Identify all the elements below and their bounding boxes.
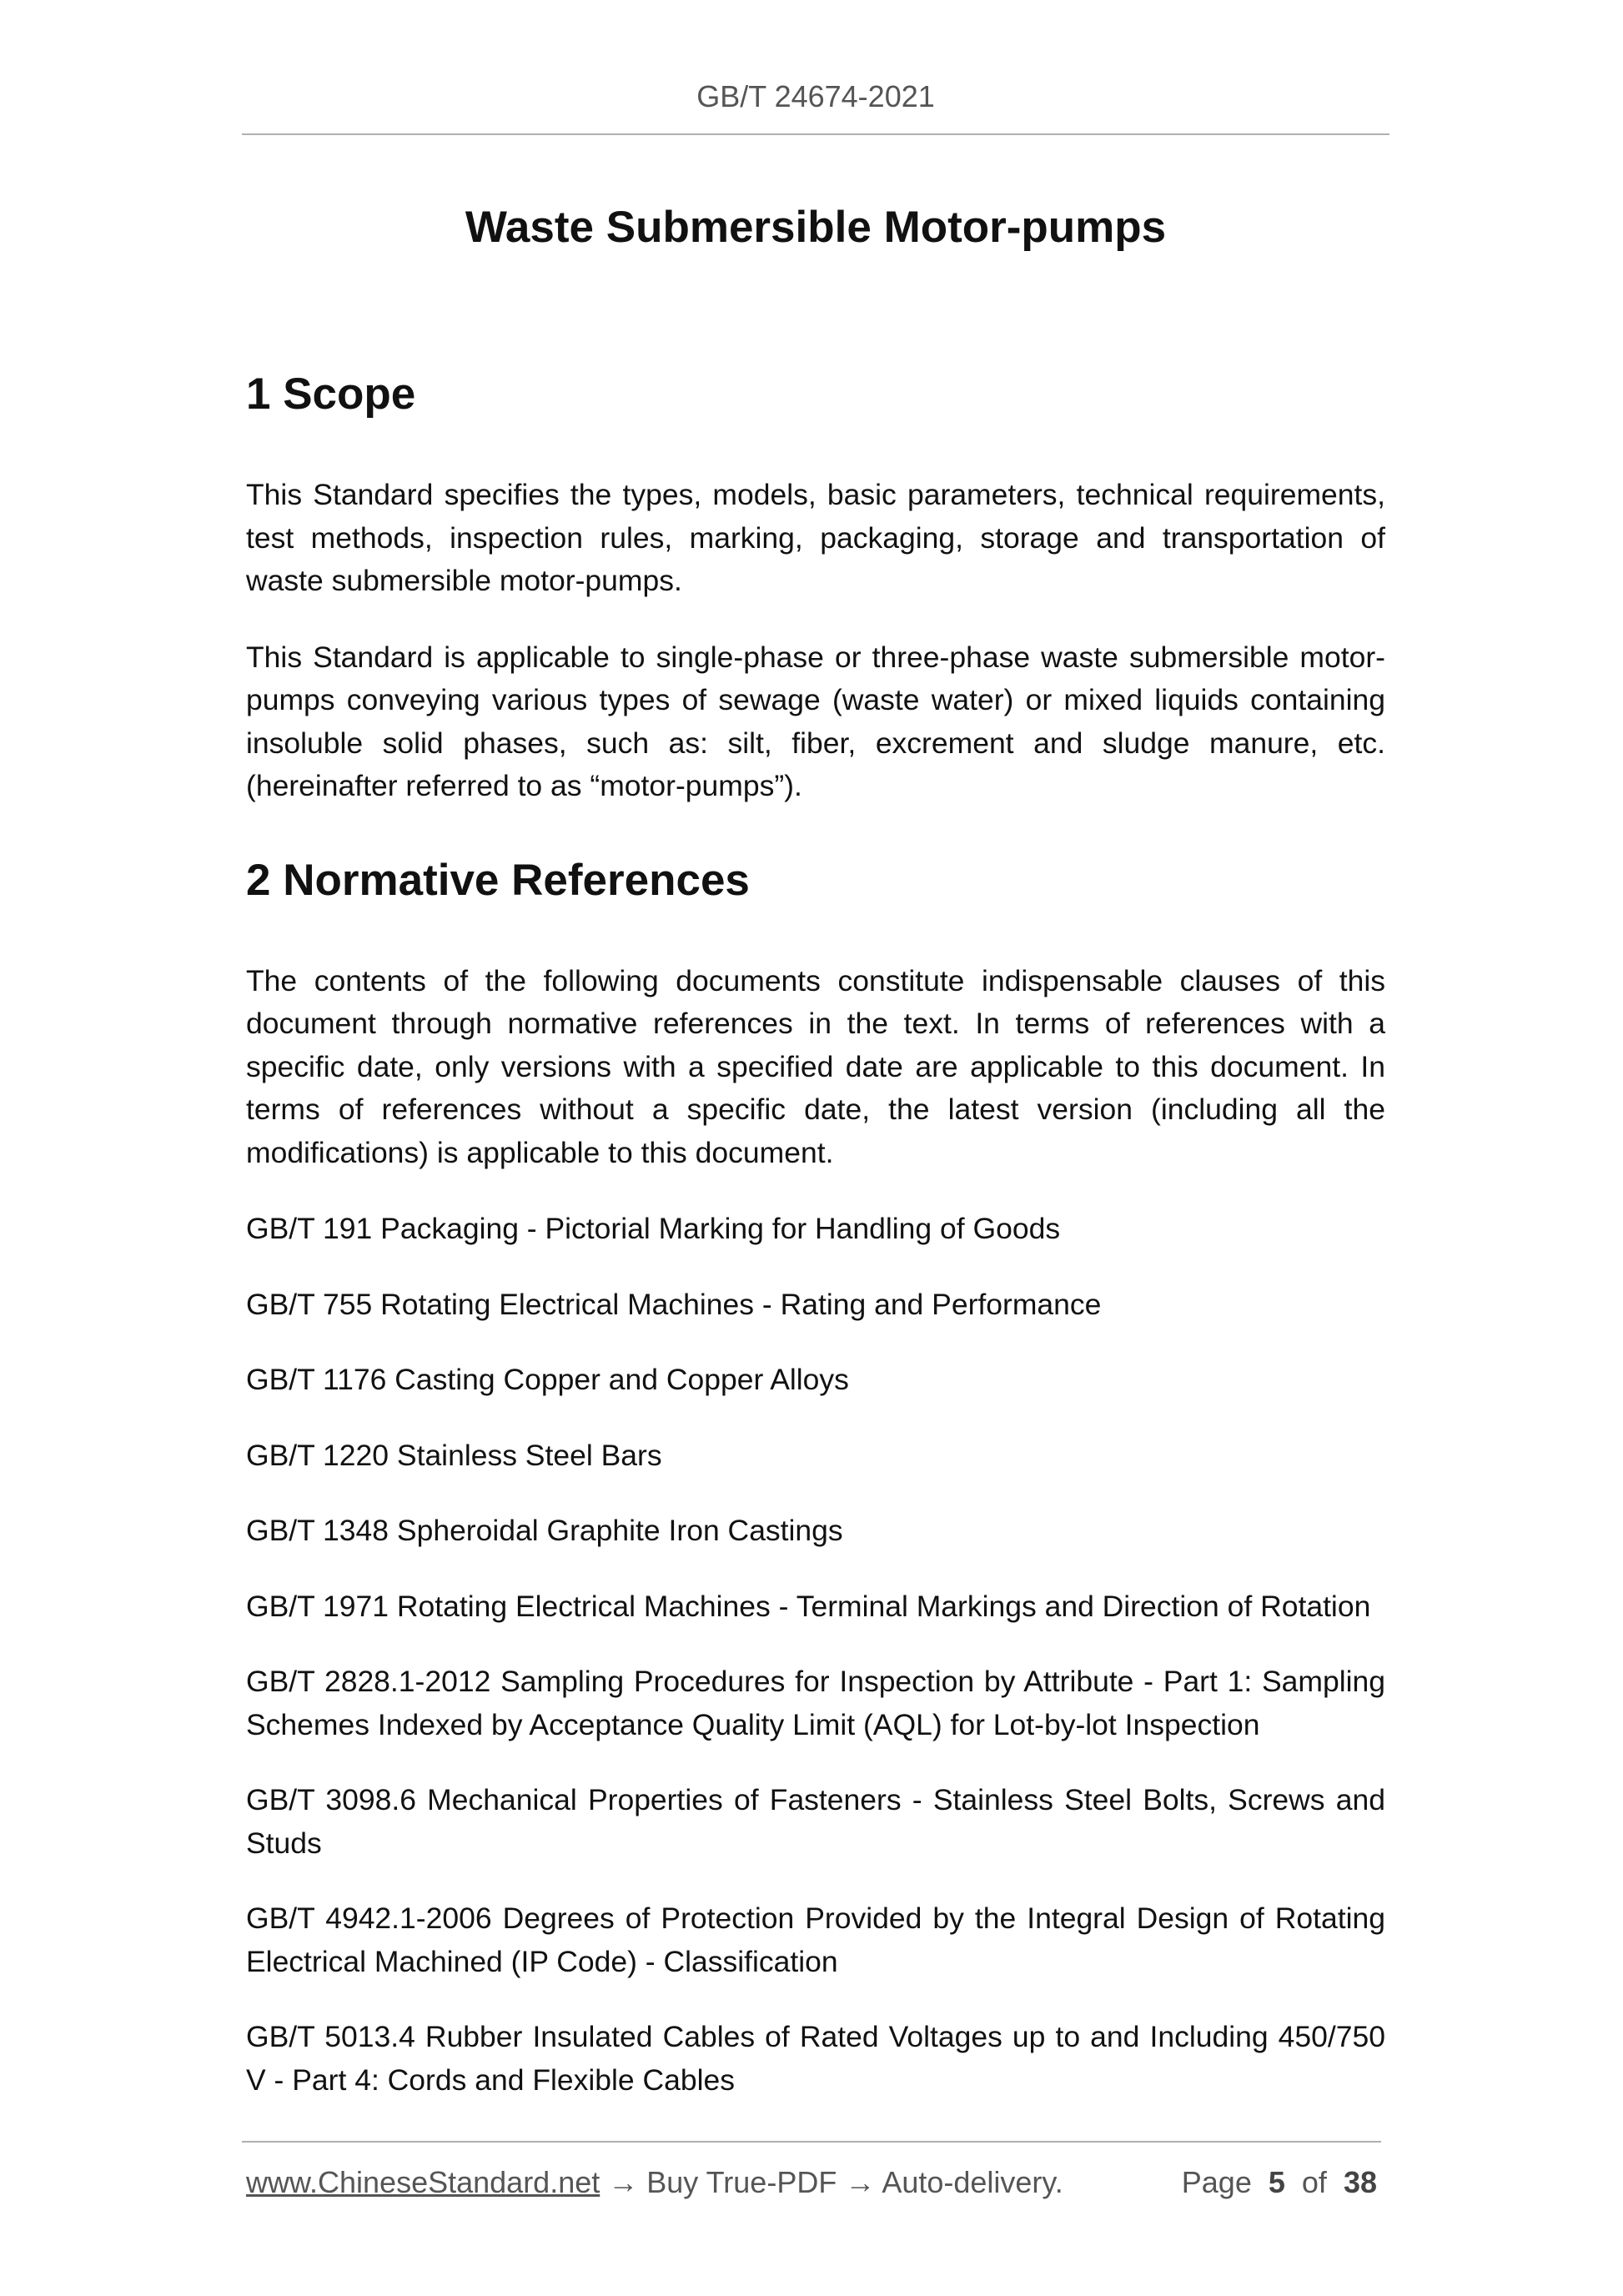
footer-promo-text: → Buy True-PDF → Auto-delivery. [600, 2165, 1063, 2199]
reference-list [246, 1208, 1385, 2102]
reference-item: GB/T 2828.1-2012 Sampling Procedures for Inspection by Attribute - Part 1: Sampling Schemes Indexed by Acceptance Quality Limit (AQL) for Lot-by-lot Inspection [246, 1665, 1385, 1741]
reference-item: GB/T 1220 Stainless Steel Bars [246, 1438, 662, 1472]
document-body [246, 367, 1385, 2134]
reference-item: GB/T 1971 Rotating Electrical Machines - Terminal Markings and Direction of Rotation [246, 1589, 1371, 1623]
page-of-label: of [1301, 2165, 1327, 2199]
page-number [1182, 2163, 1377, 2202]
page-header-standard-code: GB/T 24674-2021 [696, 79, 935, 113]
reference-item: GB/T 1176 Casting Copper and Copper Alloys [246, 1363, 849, 1396]
reference-item: GB/T 755 Rotating Electrical Machines - Rating and Performance [246, 1287, 1102, 1321]
reference-item: GB/T 3098.6 Mechanical Properties of Fasteners - Stainless Steel Bolts, Screws and Studs [246, 1783, 1385, 1860]
header-divider [242, 133, 1389, 135]
reference-item: GB/T 1348 Spheroidal Graphite Iron Castings [246, 1514, 843, 1547]
website-link[interactable]: www.ChineseStandard.net [246, 2165, 600, 2199]
footer-promo [246, 2163, 1063, 2202]
section-heading-normative-references: 2 Normative References [246, 855, 750, 905]
scope-paragraph-1: This Standard specifies the types, models, basic parameters, technical requirements, test methods, inspection rules, marking, packaging, storage and transportation of waste submersible motor-pumps. [246, 478, 1385, 597]
scope-paragraph-2: This Standard is applicable to single-phase or three-phase waste submersible motor-pumps conveying various types of sewage (waste water) or mixed liquids containing insoluble solid phases, such as: silt, fiber, excrement and sludge manure, etc. (hereinafter referred to as “motor-pumps”). [246, 640, 1385, 802]
footer-divider [242, 2141, 1381, 2143]
document-title: Waste Submersible Motor-pumps [465, 203, 1167, 252]
total-page-count: 38 [1343, 2165, 1377, 2199]
reference-item: GB/T 5013.4 Rubber Insulated Cables of Rated Voltages up to and Including 450/750 V - Part 4: Cords and Flexible Cables [246, 2020, 1385, 2097]
section-heading-scope: 1 Scope [246, 369, 416, 419]
normative-references-intro: The contents of the following documents constitute indispensable clauses of this document through normative references in the text. In terms of references with a specific date, only versions with a specified date are applicable to this document. In terms of references without a specific date, the latest version (including all the modifications) is applicable to this document. [246, 963, 1385, 1169]
current-page-number: 5 [1268, 2165, 1285, 2199]
page-label: Page [1181, 2165, 1252, 2199]
reference-item: GB/T 4942.1-2006 Degrees of Protection Provided by the Integral Design of Rotating Electrical Machined (IP Code) - Classification [246, 1902, 1385, 1978]
reference-item: GB/T 191 Packaging - Pictorial Marking for Handling of Goods [246, 1212, 1061, 1245]
page-footer [246, 2163, 1377, 2202]
